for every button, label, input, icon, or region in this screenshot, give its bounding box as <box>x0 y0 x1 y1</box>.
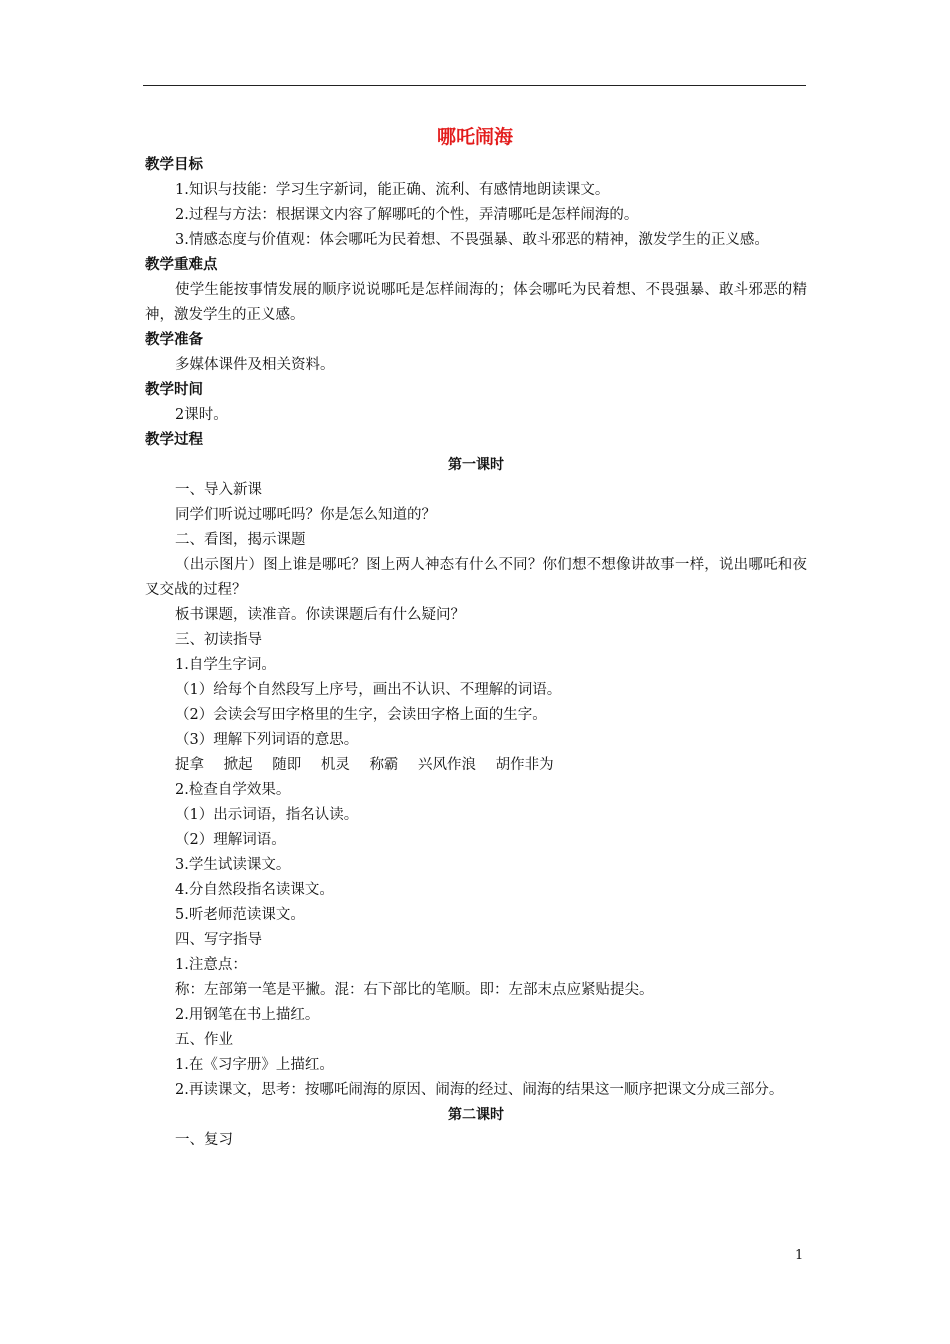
time-paragraph: 2课时。 <box>175 407 228 423</box>
list-item: （1）出示词语，指名认读。 <box>175 807 359 823</box>
goal-item: 3.情感态度与价值观：体会哪吒为民着想、不畏强暴、敢斗邪恶的精神，激发学生的正义感。 <box>175 232 769 248</box>
vocab-word: 机灵 <box>320 757 350 773</box>
vocab-word: 兴风作浪 <box>418 757 477 773</box>
list-item: （2）理解词语。 <box>175 832 286 848</box>
step-heading: 二、看图，揭示课题 <box>175 532 306 548</box>
list-item: 4.分自然段指名读课文。 <box>175 882 334 898</box>
paragraph: 同学们听说过哪吒吗？你是怎么知道的？ <box>175 507 436 523</box>
section-heading-time: 教学时间 <box>145 382 203 398</box>
list-item: 1.自学生字词。 <box>175 657 276 673</box>
paragraph: 称：左部第一笔是平撇。混：右下部比的笔顺。即：左部末点应紧贴提尖。 <box>175 982 654 998</box>
prep-paragraph: 多媒体课件及相关资料。 <box>175 357 335 373</box>
list-item: 3.学生试读课文。 <box>175 857 291 873</box>
list-item: （1）给每个自然段写上序号，画出不认识、不理解的词语。 <box>175 682 562 698</box>
document-title: 哪吒闹海 <box>436 126 513 148</box>
paragraph: （出示图片）图上谁是哪吒？图上两人神态有什么不同？你们想不想像讲故事一样，说出哪吒和夜叉交战的过程？ <box>145 557 807 598</box>
step-heading: 一、复习 <box>175 1132 233 1148</box>
list-item: 2.再读课文，思考：按哪吒闹海的原因、闹海的经过、闹海的结果这一顺序把课文分成三部分。 <box>175 1082 784 1098</box>
section-heading-prep: 教学准备 <box>145 332 203 348</box>
list-item: 1.在《习字册》上描红。 <box>175 1057 334 1073</box>
goal-item: 1.知识与技能：学习生字新词，能正确、流利、有感情地朗读课文。 <box>175 182 610 198</box>
list-item: 2.检查自学效果。 <box>175 782 291 798</box>
list-item: （2）会读会写田字格里的生字，会读田字格上面的生字。 <box>175 707 547 723</box>
vocab-word: 称霸 <box>369 757 399 773</box>
document-body <box>145 153 807 1153</box>
list-item: （3）理解下列词语的意思。 <box>175 732 359 748</box>
list-item: 5.听老师范读课文。 <box>175 907 305 923</box>
vocabulary-list <box>145 753 807 778</box>
page-number: 1 <box>795 1248 804 1263</box>
list-item: 1.注意点： <box>175 957 247 973</box>
lesson-heading: 第二课时 <box>448 1107 504 1123</box>
lesson-heading: 第一课时 <box>448 457 504 473</box>
step-heading: 四、写字指导 <box>175 932 262 948</box>
goal-item: 2.过程与方法：根据课文内容了解哪吒的个性，弄清哪吒是怎样闹海的。 <box>175 207 639 223</box>
list-item: 2.用钢笔在书上描红。 <box>175 1007 320 1023</box>
section-heading-goals: 教学目标 <box>145 157 203 173</box>
paragraph: 板书课题，读准音。你读课题后有什么疑问？ <box>175 607 465 623</box>
vocab-word: 胡作非为 <box>495 757 554 773</box>
vocab-word: 随即 <box>272 757 302 773</box>
section-heading-keypoints: 教学重难点 <box>145 257 218 273</box>
step-heading: 一、导入新课 <box>175 482 262 498</box>
section-heading-process: 教学过程 <box>145 432 203 448</box>
keypoints-paragraph: 使学生能按事情发展的顺序说说哪吒是怎样闹海的；体会哪吒为民着想、不畏强暴、敢斗邪恶的精神，激发学生的正义感。 <box>145 282 807 323</box>
step-heading: 五、作业 <box>175 1032 233 1048</box>
header-rule <box>143 85 806 86</box>
step-heading: 三、初读指导 <box>175 632 262 648</box>
vocab-word: 捉拿 <box>175 757 204 773</box>
vocab-word: 掀起 <box>223 757 253 773</box>
